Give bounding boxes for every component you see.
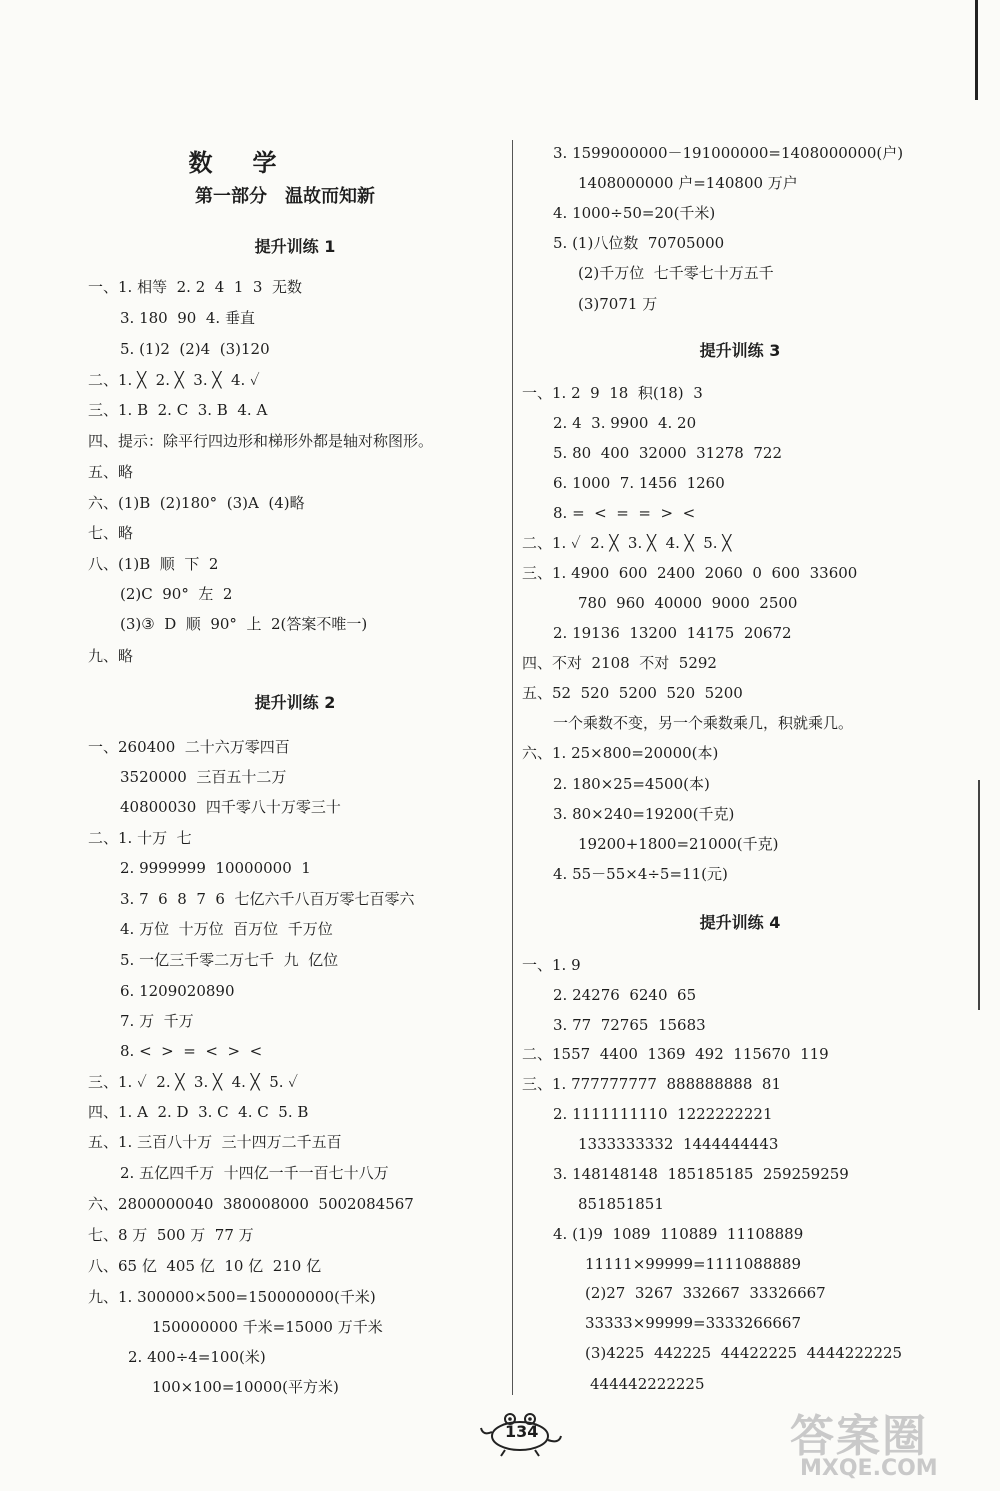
answer-line: 九、略 <box>88 647 134 665</box>
answer-line: 3. 148148148 185185185 259259259 <box>553 1165 849 1183</box>
answer-line: 8. = < = = > < <box>553 504 696 522</box>
answer-line: 五、1. 三百八十万 三十四万二千五百 <box>88 1133 342 1151</box>
answer-line: 八、65 亿 405 亿 10 亿 210 亿 <box>88 1257 322 1275</box>
answer-line: 七、8 万 500 万 77 万 <box>88 1226 254 1244</box>
scan-edge-mark <box>978 780 980 1010</box>
answer-line: 40800030 四千零八十万零三十 <box>120 798 341 816</box>
answer-line: 4. 万位 十万位 百万位 千万位 <box>120 920 333 938</box>
page-number: 134 <box>505 1422 539 1441</box>
answer-line: 2. 4 3. 9900 4. 20 <box>553 414 697 432</box>
answer-line: 3. 77 72765 15683 <box>553 1016 706 1034</box>
answer-line: 6. 1209020890 <box>120 982 235 1000</box>
answer-line: 3520000 三百五十二万 <box>120 768 287 786</box>
section-heading-1: 提升训练 1 <box>254 237 336 256</box>
answer-line: 11111×99999=1111088889 <box>585 1255 802 1273</box>
answer-line: (3)7071 万 <box>578 295 658 313</box>
answer-line: 4. 55－55×4÷5=11(元) <box>553 865 728 883</box>
answer-line: 八、(1)B 顺 下 2 <box>88 555 219 573</box>
subject-title: 数学 <box>188 149 317 177</box>
answer-line: 7. 万 千万 <box>120 1012 194 1030</box>
answer-line: 780 960 40000 9000 2500 <box>578 594 798 612</box>
answer-line: 六、(1)B (2)180° (3)A (4)略 <box>88 494 305 512</box>
answer-line: 851851851 <box>578 1195 664 1213</box>
answer-line: 四、不对 2108 不对 5292 <box>522 654 717 672</box>
answer-line: 3. 180 90 4. 垂直 <box>120 309 255 327</box>
answer-line: (2)千万位 七千零七十万五千 <box>578 264 774 282</box>
answer-line: 100×100=10000(平方米) <box>152 1378 339 1396</box>
answer-line: 6. 1000 7. 1456 1260 <box>553 474 725 492</box>
answer-line: 三、1. 777777777 888888888 81 <box>522 1075 782 1093</box>
answer-line: 5. (1)八位数 70705000 <box>553 234 725 252</box>
answer-line: 8. < > = < > < <box>120 1042 263 1060</box>
answer-line: 4. (1)9 1089 110889 11108889 <box>553 1225 804 1243</box>
watermark <box>760 1400 990 1485</box>
answer-line: 19200+1800=21000(千克) <box>578 835 779 853</box>
answer-line: 2. 五亿四千万 十四亿一千一百七十八万 <box>120 1164 389 1182</box>
section-heading-4: 提升训练 4 <box>699 913 781 932</box>
watermark-text: 答案圈 <box>790 1411 928 1462</box>
scan-edge-mark <box>975 0 978 100</box>
answer-line: 六、1. 25×800=20000(本) <box>522 744 719 762</box>
answer-line: 5. (1)2 (2)4 (3)120 <box>120 340 270 358</box>
answer-line: 33333×99999=3333266667 <box>585 1314 802 1332</box>
answer-line: 2. 9999999 10000000 1 <box>120 859 311 877</box>
answer-line: 三、1. 4900 600 2400 2060 0 600 33600 <box>522 564 858 582</box>
answer-line: 2. 1111111110 1222222221 <box>553 1105 773 1123</box>
answer-line: 五、略 <box>88 463 134 481</box>
part-title: 第一部分 温故而知新 <box>195 186 375 207</box>
answer-line: 三、1. ✓ 2. ╳ 3. ╳ 4. ╳ 5. ✓ <box>88 1073 298 1091</box>
answer-line: 3. 7 6 8 7 6 七亿六千八百万零七百零六 <box>120 890 415 908</box>
section-heading-3: 提升训练 3 <box>699 341 781 360</box>
answer-line: 一、1. 2 9 18 积(18) 3 <box>522 384 703 402</box>
answer-line: 3. 80×240=19200(千克) <box>553 805 735 823</box>
answer-line: 四、提示：除平行四边形和梯形外都是轴对称图形。 <box>88 432 434 450</box>
answer-line: 三、1. B 2. C 3. B 4. A <box>88 401 268 419</box>
answer-line: 1333333332 1444444443 <box>578 1135 779 1153</box>
section-heading-2: 提升训练 2 <box>254 693 336 712</box>
answer-line: 二、1. ✓ 2. ╳ 3. ╳ 4. ╳ 5. ╳ <box>522 534 732 552</box>
answer-line: 2. 400÷4=100(米) <box>128 1348 266 1366</box>
answer-line: 五、52 520 5200 520 5200 <box>522 684 743 702</box>
answer-line: 2. 24276 6240 65 <box>553 986 697 1004</box>
watermark-site: MXQE.COM <box>800 1456 938 1481</box>
column-divider <box>512 140 513 1395</box>
answer-line: 3. 1599000000－191000000=1408000000(户) <box>553 144 904 162</box>
answer-line: 1408000000 户=140800 万户 <box>578 174 798 192</box>
answer-line: 5. 一亿三千零二万七千 九 亿位 <box>120 951 339 969</box>
answer-line: 一、1. 9 <box>522 956 581 974</box>
answer-line: (2)27 3267 332667 33326667 <box>585 1284 826 1302</box>
answer-line: 2. 19136 13200 14175 20672 <box>553 624 792 642</box>
answer-line: 二、1557 4400 1369 492 115670 119 <box>522 1045 829 1063</box>
answer-line: 4. 1000÷50=20(千米) <box>553 204 716 222</box>
answer-line: 150000000 千米=15000 万千米 <box>152 1318 383 1336</box>
answer-line: 一、1. 相等 2. 2 4 1 3 无数 <box>88 278 303 296</box>
answer-line: 九、1. 300000×500=150000000(千米) <box>88 1288 376 1306</box>
answer-line: (2)C 90° 左 2 <box>120 585 233 603</box>
answer-line: 444442222225 <box>590 1375 705 1393</box>
answer-line: 二、1. 十万 七 <box>88 829 192 847</box>
page-number-badge <box>475 1410 565 1458</box>
answer-line: 二、1. ╳ 2. ╳ 3. ╳ 4. ✓ <box>88 371 260 389</box>
answer-line: 一、260400 二十六万零四百 <box>88 738 290 756</box>
answer-line: 5. 80 400 32000 31278 722 <box>553 444 783 462</box>
answer-line: 四、1. A 2. D 3. C 4. C 5. B <box>88 1103 309 1121</box>
answer-line: 一个乘数不变，另一个乘数乘几，积就乘几。 <box>553 714 854 732</box>
answer-line: 2. 180×25=4500(本) <box>553 775 710 793</box>
answer-line: 七、略 <box>88 524 134 542</box>
answer-line: 六、2800000040 380008000 5002084567 <box>88 1195 414 1213</box>
answer-line: (3)4225 442225 44422225 4444222225 <box>585 1344 903 1362</box>
answer-line: (3)③ D 顺 90° 上 2(答案不唯一) <box>120 615 368 633</box>
